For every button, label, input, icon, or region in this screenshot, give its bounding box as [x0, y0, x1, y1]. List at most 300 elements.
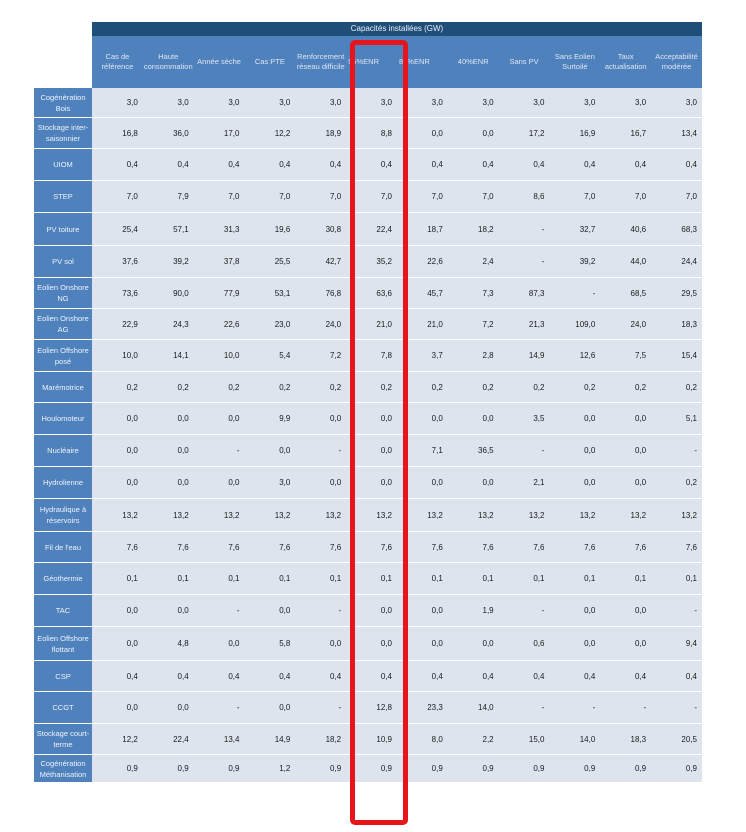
table-cell: - — [499, 692, 550, 724]
table-cell: 32,7 — [549, 213, 600, 246]
table-cell: 36,0 — [143, 118, 194, 149]
table-cell: 0,2 — [600, 372, 651, 403]
table-cell: 0,0 — [600, 435, 651, 467]
table-cell: 3,5 — [499, 403, 550, 435]
table-cell: 0,2 — [92, 372, 143, 403]
table-cell: 13,4 — [651, 118, 702, 149]
table-cell: 2,1 — [499, 467, 550, 499]
table-cell: 7,0 — [244, 181, 295, 213]
table-cell: 0,9 — [194, 755, 245, 783]
table-cell: 0,4 — [194, 149, 245, 181]
table-cell: 16,8 — [92, 118, 143, 149]
table-cell: 18,2 — [448, 213, 499, 246]
table-cell: 7,0 — [92, 181, 143, 213]
table-cell: 0,0 — [346, 403, 397, 435]
table-cell: 18,7 — [397, 213, 448, 246]
table-cell: 0,0 — [448, 627, 499, 661]
table-cell: 0,0 — [143, 403, 194, 435]
table-cell: 18,9 — [295, 118, 346, 149]
table-cell: 0,9 — [499, 755, 550, 783]
table-cell: - — [600, 692, 651, 724]
table-cell: 24,0 — [600, 309, 651, 340]
column-header-row — [34, 36, 702, 88]
table-cell: 22,4 — [143, 724, 194, 755]
table-row — [34, 340, 702, 372]
table-row — [34, 755, 702, 783]
column-header: Cas de référence — [92, 36, 143, 88]
table-cell: 0,0 — [194, 403, 245, 435]
table-cell: 0,4 — [92, 661, 143, 692]
table-cell: 12,2 — [92, 724, 143, 755]
table-cell: 0,4 — [143, 661, 194, 692]
table-cell: - — [499, 595, 550, 627]
table-cell: 16,7 — [600, 118, 651, 149]
table-cell: 0,0 — [295, 467, 346, 499]
table-cell: 9,9 — [244, 403, 295, 435]
column-header: Sans PV — [499, 36, 550, 88]
table-cell: 77,9 — [194, 278, 245, 309]
table-cell: 0,0 — [143, 467, 194, 499]
row-label: Cogénération Méthanisation — [34, 755, 92, 783]
table-cell: 24,4 — [651, 246, 702, 278]
table-cell: 13,4 — [194, 724, 245, 755]
table-cell: 7,2 — [295, 340, 346, 372]
table-row — [34, 403, 702, 435]
table-cell: 39,2 — [143, 246, 194, 278]
table-cell: 2,2 — [448, 724, 499, 755]
table-cell: 3,0 — [194, 88, 245, 118]
row-label: Stockage court-terme — [34, 724, 92, 755]
table-row — [34, 149, 702, 181]
table-cell: 0,2 — [194, 372, 245, 403]
table-cell: 7,6 — [499, 532, 550, 563]
row-label: UIOM — [34, 149, 92, 181]
table-cell: - — [549, 692, 600, 724]
table-cell: 0,4 — [651, 149, 702, 181]
table-cell: 18,3 — [651, 309, 702, 340]
row-label: Eolien Offshore posé — [34, 340, 92, 372]
table-cell: 0,1 — [448, 563, 499, 595]
table-cell: 0,2 — [346, 372, 397, 403]
table-cell: 0,0 — [92, 403, 143, 435]
row-label: Nucléaire — [34, 435, 92, 467]
table-cell: 0,2 — [448, 372, 499, 403]
table-cell: 3,0 — [549, 88, 600, 118]
table-row — [34, 88, 702, 118]
table-cell: 7,6 — [448, 532, 499, 563]
table-cell: 29,5 — [651, 278, 702, 309]
table-cell: 0,0 — [397, 118, 448, 149]
table-cell: 0,0 — [92, 692, 143, 724]
table-cell: 13,2 — [448, 499, 499, 532]
table-row — [34, 532, 702, 563]
table-cell: 0,4 — [346, 149, 397, 181]
table-cell: 109,0 — [549, 309, 600, 340]
table-cell: 30,8 — [295, 213, 346, 246]
table-cell: - — [295, 435, 346, 467]
table-cell: - — [549, 278, 600, 309]
table-cell: 0,0 — [448, 467, 499, 499]
row-label: Eolien Offshore flottant — [34, 627, 92, 661]
table-cell: 9,4 — [651, 627, 702, 661]
table-cell: 0,0 — [448, 403, 499, 435]
column-header: Renforcement réseau difficile — [295, 36, 346, 88]
table-cell: 12,8 — [346, 692, 397, 724]
table-cell: 1,2 — [244, 755, 295, 783]
table-cell: 68,5 — [600, 278, 651, 309]
table-cell: 4,8 — [143, 627, 194, 661]
table-cell: 21,3 — [499, 309, 550, 340]
table-cell: 18,2 — [295, 724, 346, 755]
table-cell: 5,4 — [244, 340, 295, 372]
table-cell: 68,3 — [651, 213, 702, 246]
table-cell: 15,4 — [651, 340, 702, 372]
column-header: Cas PTE — [244, 36, 295, 88]
table-cell: 7,5 — [600, 340, 651, 372]
table-cell: 0,0 — [194, 467, 245, 499]
row-label: Fil de l'eau — [34, 532, 92, 563]
table-cell: 0,0 — [346, 627, 397, 661]
table-row — [34, 372, 702, 403]
table-cell: 0,9 — [346, 755, 397, 783]
table-cell: 0,6 — [499, 627, 550, 661]
column-header: 40%ENR — [448, 36, 499, 88]
table-cell: 0,4 — [448, 661, 499, 692]
table-title: Capacités installées (GW) — [92, 22, 702, 36]
table-cell: 25,4 — [92, 213, 143, 246]
table-cell: - — [651, 435, 702, 467]
table-cell: 17,0 — [194, 118, 245, 149]
table-cell: 18,3 — [600, 724, 651, 755]
table-cell: - — [651, 595, 702, 627]
table-cell: 7,6 — [244, 532, 295, 563]
table-cell: 24,3 — [143, 309, 194, 340]
table-cell: 23,3 — [397, 692, 448, 724]
table-cell: 0,2 — [499, 372, 550, 403]
table-cell: 2,8 — [448, 340, 499, 372]
table-row — [34, 309, 702, 340]
table-cell: 14,1 — [143, 340, 194, 372]
table-cell: 0,0 — [194, 627, 245, 661]
table-cell: 0,1 — [244, 563, 295, 595]
row-label: STEP — [34, 181, 92, 213]
table-cell: 22,6 — [397, 246, 448, 278]
table-cell: 0,0 — [397, 627, 448, 661]
table-cell: 0,1 — [92, 563, 143, 595]
table-cell: 3,0 — [244, 467, 295, 499]
row-label: Hydrolienne — [34, 467, 92, 499]
table-cell: 87,3 — [499, 278, 550, 309]
table-cell: 0,0 — [600, 627, 651, 661]
table-cell: 0,4 — [92, 149, 143, 181]
table-cell: 0,4 — [244, 661, 295, 692]
table-cell: 13,2 — [194, 499, 245, 532]
table-cell: 0,0 — [244, 435, 295, 467]
table-cell: 7,0 — [651, 181, 702, 213]
column-header: Haute consommation — [143, 36, 194, 88]
table-cell: 0,4 — [549, 661, 600, 692]
table-cell: 13,2 — [651, 499, 702, 532]
table-cell: 0,4 — [397, 149, 448, 181]
table-cell: 3,0 — [244, 88, 295, 118]
table-cell: 36,5 — [448, 435, 499, 467]
table-cell: 0,9 — [600, 755, 651, 783]
table-cell: 13,2 — [346, 499, 397, 532]
table-cell: - — [651, 692, 702, 724]
column-header: 95%ENR — [346, 36, 397, 88]
table-cell: 0,4 — [499, 149, 550, 181]
table-cell: 0,0 — [346, 467, 397, 499]
table-cell: 12,6 — [549, 340, 600, 372]
table-cell: 7,6 — [549, 532, 600, 563]
table-cell: 0,0 — [397, 467, 448, 499]
table-cell: 0,2 — [143, 372, 194, 403]
table-cell: 0,0 — [397, 595, 448, 627]
table-cell: 0,0 — [448, 118, 499, 149]
table-cell: 0,1 — [143, 563, 194, 595]
capacity-table — [34, 22, 702, 783]
table-cell: 13,2 — [92, 499, 143, 532]
table-cell: 7,0 — [194, 181, 245, 213]
row-label: Stockage inter-saisonnier — [34, 118, 92, 149]
table-cell: 0,0 — [244, 595, 295, 627]
table-cell: 0,4 — [397, 661, 448, 692]
table-cell: 0,0 — [92, 595, 143, 627]
table-cell: 7,0 — [448, 181, 499, 213]
table-cell: 0,0 — [143, 595, 194, 627]
table-cell: 14,0 — [448, 692, 499, 724]
table-cell: 5,8 — [244, 627, 295, 661]
table-row — [34, 246, 702, 278]
table-cell: 45,7 — [397, 278, 448, 309]
table-cell: 0,4 — [549, 149, 600, 181]
table-cell: 7,6 — [397, 532, 448, 563]
table-cell: 0,0 — [600, 595, 651, 627]
table-cell: 3,0 — [295, 88, 346, 118]
table-cell: 0,2 — [295, 372, 346, 403]
table-cell: 7,6 — [651, 532, 702, 563]
table-cell: 7,0 — [549, 181, 600, 213]
table-cell: 22,9 — [92, 309, 143, 340]
table-cell: 0,0 — [92, 467, 143, 499]
table-cell: 0,9 — [295, 755, 346, 783]
table-row — [34, 467, 702, 499]
table-cell: 0,0 — [295, 403, 346, 435]
table-cell: 0,9 — [448, 755, 499, 783]
table-row — [34, 692, 702, 724]
table-cell: 0,1 — [651, 563, 702, 595]
row-label: CCGT — [34, 692, 92, 724]
table-cell: 0,4 — [346, 661, 397, 692]
table-cell: 0,0 — [549, 595, 600, 627]
table-cell: 0,4 — [143, 149, 194, 181]
table-cell: 0,4 — [295, 149, 346, 181]
column-header: 80%ENR — [397, 36, 448, 88]
table-cell: 0,0 — [346, 435, 397, 467]
table-cell: 21,0 — [346, 309, 397, 340]
table-cell: 0,4 — [600, 661, 651, 692]
table-cell: 0,2 — [651, 467, 702, 499]
table-cell: 0,1 — [397, 563, 448, 595]
table-cell: 7,6 — [600, 532, 651, 563]
table-cell: 7,8 — [346, 340, 397, 372]
table-cell: 0,1 — [600, 563, 651, 595]
table-cell: 0,4 — [194, 661, 245, 692]
table-row — [34, 724, 702, 755]
row-label: Eolien Onshore NG — [34, 278, 92, 309]
table-cell: 7,6 — [346, 532, 397, 563]
table-cell: 3,0 — [92, 88, 143, 118]
table-cell: 21,0 — [397, 309, 448, 340]
table-cell: 7,6 — [295, 532, 346, 563]
table-cell: 3,0 — [651, 88, 702, 118]
table-cell: 22,4 — [346, 213, 397, 246]
table-cell: 13,2 — [244, 499, 295, 532]
column-header: Taux actualisation — [600, 36, 651, 88]
table-cell: 0,1 — [194, 563, 245, 595]
table-cell: 0,0 — [549, 435, 600, 467]
table-cell: 0,0 — [549, 467, 600, 499]
table-cell: 53,1 — [244, 278, 295, 309]
table-row — [34, 595, 702, 627]
table-cell: 0,0 — [600, 403, 651, 435]
table-cell: 7,2 — [448, 309, 499, 340]
table-row — [34, 118, 702, 149]
table-cell: 0,0 — [549, 627, 600, 661]
table-cell: - — [194, 692, 245, 724]
table-cell: 2,4 — [448, 246, 499, 278]
table-cell: 0,1 — [499, 563, 550, 595]
capacity-table-container — [34, 22, 702, 783]
table-cell: 20,5 — [651, 724, 702, 755]
row-label: Géothermie — [34, 563, 92, 595]
table-cell: - — [499, 246, 550, 278]
table-cell: 7,6 — [143, 532, 194, 563]
table-cell: 10,9 — [346, 724, 397, 755]
table-cell: 14,9 — [244, 724, 295, 755]
row-label: TAC — [34, 595, 92, 627]
table-cell: 0,0 — [549, 403, 600, 435]
table-cell: 0,0 — [600, 467, 651, 499]
table-cell: 0,0 — [92, 627, 143, 661]
table-cell: 22,6 — [194, 309, 245, 340]
table-cell: 7,1 — [397, 435, 448, 467]
table-cell: 13,2 — [499, 499, 550, 532]
corner-blank — [34, 22, 92, 36]
table-row — [34, 661, 702, 692]
table-cell: 3,0 — [143, 88, 194, 118]
table-cell: 0,9 — [92, 755, 143, 783]
table-cell: 0,0 — [244, 692, 295, 724]
table-cell: 10,0 — [194, 340, 245, 372]
table-cell: 1,9 — [448, 595, 499, 627]
table-row — [34, 499, 702, 532]
table-cell: 31,3 — [194, 213, 245, 246]
row-label: Eolien Onshore AG — [34, 309, 92, 340]
table-cell: 44,0 — [600, 246, 651, 278]
table-row — [34, 435, 702, 467]
table-cell: 13,2 — [295, 499, 346, 532]
table-cell: 0,0 — [295, 627, 346, 661]
table-cell: 0,9 — [651, 755, 702, 783]
table-cell: 0,4 — [448, 149, 499, 181]
table-cell: 15,0 — [499, 724, 550, 755]
row-label: PV sol — [34, 246, 92, 278]
column-header: Sans Eolien Surtoilé — [549, 36, 600, 88]
row-label: CSP — [34, 661, 92, 692]
table-cell: 0,9 — [397, 755, 448, 783]
table-cell: 42,7 — [295, 246, 346, 278]
row-label: Cogénération Bois — [34, 88, 92, 118]
table-cell: - — [499, 213, 550, 246]
table-cell: 7,3 — [448, 278, 499, 309]
table-cell: - — [499, 435, 550, 467]
table-cell: 24,0 — [295, 309, 346, 340]
table-cell: 0,1 — [346, 563, 397, 595]
table-cell: 25,5 — [244, 246, 295, 278]
table-body — [34, 88, 702, 783]
table-cell: 39,2 — [549, 246, 600, 278]
table-cell: 3,0 — [499, 88, 550, 118]
column-header: Année sèche — [194, 36, 245, 88]
table-cell: 23,0 — [244, 309, 295, 340]
table-cell: 8,8 — [346, 118, 397, 149]
table-cell: - — [295, 692, 346, 724]
table-cell: 13,2 — [600, 499, 651, 532]
table-cell: 0,4 — [499, 661, 550, 692]
table-cell: 12,2 — [244, 118, 295, 149]
table-cell: 0,1 — [295, 563, 346, 595]
table-cell: 0,2 — [651, 372, 702, 403]
table-cell: 0,9 — [143, 755, 194, 783]
row-label: Houlomoteur — [34, 403, 92, 435]
table-cell: - — [194, 435, 245, 467]
row-label: Marémotrice — [34, 372, 92, 403]
table-row — [34, 563, 702, 595]
table-cell: 16,9 — [549, 118, 600, 149]
table-cell: 0,0 — [143, 435, 194, 467]
table-cell: 40,6 — [600, 213, 651, 246]
table-cell: 3,0 — [346, 88, 397, 118]
table-cell: 8,0 — [397, 724, 448, 755]
table-cell: 3,0 — [600, 88, 651, 118]
table-row — [34, 278, 702, 309]
table-cell: 0,2 — [244, 372, 295, 403]
table-cell: 13,2 — [549, 499, 600, 532]
table-cell: 0,4 — [295, 661, 346, 692]
table-cell: 7,0 — [397, 181, 448, 213]
table-cell: 14,9 — [499, 340, 550, 372]
table-cell: 3,0 — [448, 88, 499, 118]
table-cell: 73,6 — [92, 278, 143, 309]
table-title-row — [34, 22, 702, 36]
table-cell: 0,4 — [651, 661, 702, 692]
table-cell: 0,0 — [346, 595, 397, 627]
table-cell: 35,2 — [346, 246, 397, 278]
table-cell: 0,4 — [600, 149, 651, 181]
table-cell: 0,2 — [397, 372, 448, 403]
table-row — [34, 213, 702, 246]
table-cell: 5,1 — [651, 403, 702, 435]
table-cell: 37,8 — [194, 246, 245, 278]
table-cell: 7,0 — [295, 181, 346, 213]
table-cell: 19,6 — [244, 213, 295, 246]
table-cell: 13,2 — [397, 499, 448, 532]
table-cell: 0,1 — [549, 563, 600, 595]
table-cell: 7,6 — [194, 532, 245, 563]
table-cell: - — [295, 595, 346, 627]
table-cell: - — [194, 595, 245, 627]
